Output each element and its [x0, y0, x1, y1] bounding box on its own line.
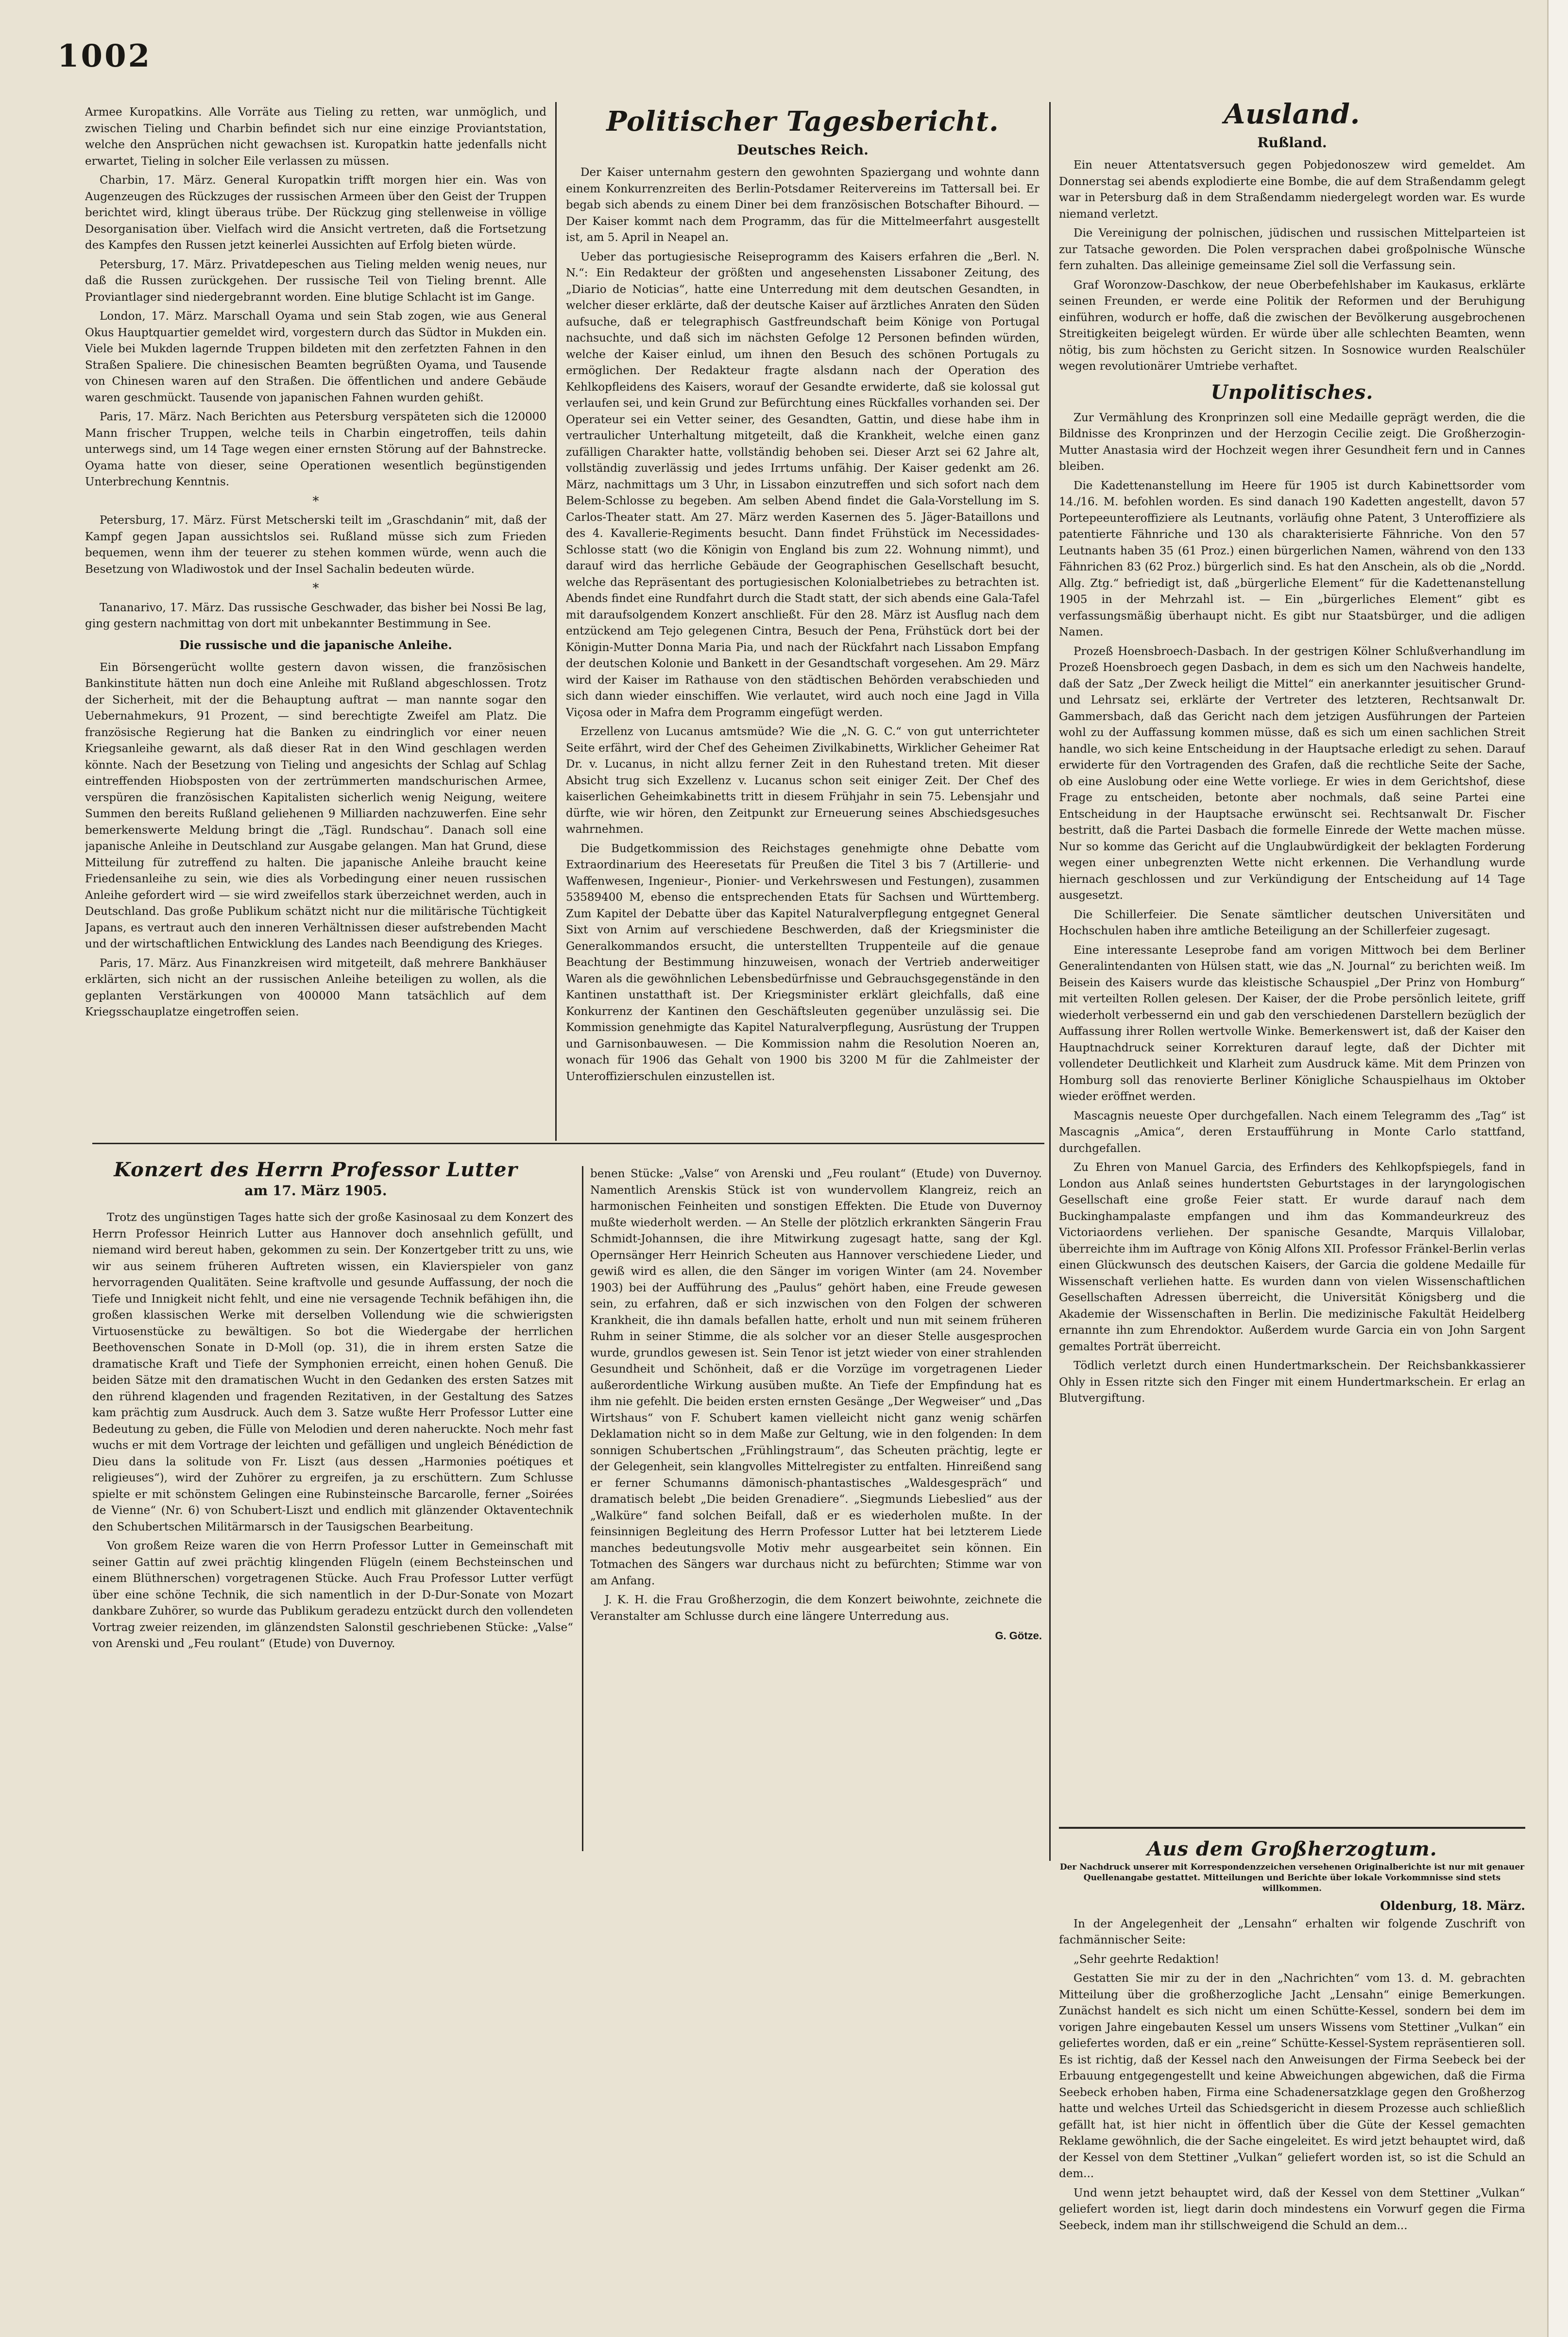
article-paragraph: Petersburg, 17. März. Privatdepeschen aus Tieling melden wenig neues, nur daß die Russen zurückgehen. Der russische Teil von Tieling brennt. Alle Proviantlager sind niedergebrannt worden. Eine blutige Schlacht ist im Gange. — [85, 258, 546, 304]
concert-header — [97, 1157, 534, 1199]
section-subhead: Die russische und die japanische Anleihe. — [179, 637, 452, 652]
article-paragraph: benen Stücke: „Valse“ von Arenski und „Feu roulant“ (Etude) von Duvernoy. Namentlich Arenskis Stück ist von wundervollem Klangreiz, reich an harmonischen Feinheiten und sonstigen Effekten. Die Etude von Duvernoy mußte wiederholt werden. — An Stelle der plötzlich erkrankten Sängerin Frau Schmidt-Johannsen, die ihre Mitwirkung zugesagt hatte, sang der Kgl. Opernsänger Herr Heinrich Scheuten aus Hannover verschiedene Lieder, und gewiß wird es allen, die den Sänger im vorigen Winter (am 24. November 1903) bei der Aufführung des „Paulus“ gehört haben, eine Freude gewesen sein, zu erfahren, daß er sich inzwischen von den Folgen der schweren Krankheit, die ihn damals befallen hatte, erholt und nun mit seinem früheren Ruhm in seiner Stimme, die als solcher vor an dieser Stelle ausgesprochen wurde, grundlos gewesen ist. Sein Tenor ist jetzt wieder von einer strahlenden Gesundheit und Schönheit, daß er die Vorzüge im vorgetragenen Lieder außerordentliche Wirkung ausüben mußte. An Tiefe der Empfindung hat es ihm nie gefehlt. Die beiden ersten ernsten Gesänge „Der Wegweiser“ und „Das Wirtshaus“ von F. Schubert kamen vielleicht nicht ganz wenig schärfen Deklamation nicht so in dem Maße zur Geltung, wie in den folgenden: In dem sonnigen Schubertschen „Frühlingstraum“, das Scheuten prächtig, legte er der Gelegenheit, sein klangvolles Mittelregister zu entfalten. Hinreißend sang er ferner Schumanns dämonisch-phantastisches „Waldesgespräch“ und dramatisch belebt „Die beiden Grenadiere“. „Siegmunds Liebeslied“ aus der „Walküre“ fand solchen Beifall, daß er es wiederholen mußte. In der feinsinnigen Begleitung des Herrn Professor Lutter hat bei letzterem Liede manches bedeutungsvolle Motiv mehr ausgearbeitet sein können. Ein Totmachen des Sängers war durchaus nicht zu befürchten; Stimme war von am Anfang. — [590, 1168, 1042, 1587]
article-paragraph: J. K. H. die Frau Großherzogin, die dem Konzert beiwohnte, zeichnete die Veranstalter am Schlusse durch eine längere Unterredung aus. — [590, 1594, 1042, 1623]
article-paragraph: London, 17. März. Marschall Oyama und sein Stab zogen, wie aus General Okus Hauptquartier gemeldet wird, vorgestern durch das Südtor in Mukden ein. Viele bei Mukden lagernde Truppen bildeten mit den zerfetzten Fahnen in den Straßen Spaliere. Die chinesischen Beamten begrüßten Oyama, und Tausende von Chinesen waren auf den Straßen. Die öffentlichen und andere Gebäude waren geschmückt. Tausende von japanischen Fahnen wurden gehißt. — [85, 310, 546, 404]
article-paragraph: Graf Woronzow-Daschkow, der neue Oberbefehlshaber im Kaukasus, erklärte seinen Freunden, er werde eine Politik der Reformen und der Beruhigung einführen, wodurch er hoffe, daß die zwischen der Bevölkerung ausgebrochenen Streitigkeiten beigelegt würden. Er würde über alle schlechten Beamten, wenn nötig, bis zum höchsten zu Gericht sitzen. In Sosnowice wurden Realschüler wegen revolutionärer Umtriebe verhaftet. — [1059, 278, 1525, 373]
article-paragraph: Tödlich verletzt durch einen Hundertmarkschein. Der Reichsbankkassierer Ohly in Essen ritzte sich den Finger mit einem Hundertmarkschein. Er erlag an Blutvergiftung. — [1059, 1359, 1525, 1405]
column-rule-2 — [1049, 102, 1051, 1861]
article-paragraph: Tananarivo, 17. März. Das russische Geschwader, das bisher bei Nossi Be lag, ging gestern nachmittag von dort mit unbekannter Bestimmung in See. — [85, 601, 546, 630]
article-paragraph: Trotz des ungünstigen Tages hatte sich der große Kasinosaal zu dem Konzert des Herrn Professor Heinrich Lutter aus Hannover doch ansehnlich gefüllt, und niemand wird bereut haben, gekommen zu sein. Der Konzertgeber tritt zu uns, wie wir aus seinem früheren Auftreten wissen, ein Klavierspieler von ganz hervorragenden Qualitäten. Seine kraftvolle und gesunde Auffassung, der noch die Tiefe und Innigkeit nicht fehlt, und eine nie versagende Technik befähigen ihn, die großen klassischen Werke mit derselben Vollendung wie die schwierigsten Virtuosenstücke zu bewältigen. So bot die Wiedergabe der herrlichen Beethovenschen Sonate in D-Moll (op. 31), die in ihrem ersten Satze die dramatische Kraft und Tiefe der Symphonien erreicht, einen hohen Genuß. Die beiden Sätze mit den dramatischen Wucht in den Gedanken des ersten Satzes mit den rührend klagenden und fragenden Rezitativen, in der Gestaltung des Satzes kam prächtig zum Ausdruck. Auch dem 3. Satze wußte Herr Professor Lutter eine Bedeutung zu geben, die Fülle von Melodien und deren naheruckte. Noch mehr fast wuchs er mit dem Vortrage der leichten und gefälligen und ungleich Bénédiction de Dieu dans la solitude von Fr. Liszt (aus dessen „Harmonies poétiques et religieuses“), wird der Zuhörer zu ergreifen, ja zu erschüttern. Zum Schlusse spielte er mit schönstem Gelingen eine Rubinsteinsche Barcarolle, ferner „Soirées de Vienne“ (Nr. 6) von Schubert-Liszt und endlich mit glänzender Oktaventechnik den Schubertschen Militärmarsch in der Tausigschen Bearbeitung. — [92, 1211, 573, 1533]
concert-date: am 17. März 1905. — [244, 1183, 387, 1199]
column-3 — [1059, 97, 1525, 1817]
page-number: 1002 — [57, 38, 152, 74]
article-paragraph: Petersburg, 17. März. Fürst Metscherski teilt im „Graschdanin“ mit, daß der Kampf gegen Japan aussichtslos sei. Rußland müsse sich zum Frieden bequemen, wenn ihm der teuerer zu stehen kommen würde, wenn auch die Besetzung von Wladiwostok und der Insel Sachalin bedeuten würde. — [85, 514, 546, 576]
article-paragraph: Armee Kuropatkins. Alle Vorräte aus Tieling zu retten, war unmöglich, und zwischen Tieling und Charbin befindet sich nur eine einzige Proviantstation, welche den Ansprüchen nicht gewachsen ist. Kuropatkin hatte jedenfalls nicht erwartet, Tieling in solcher Eile verlassen zu müssen. — [85, 106, 546, 168]
article-paragraph: Und wenn jetzt behauptet wird, daß der Kessel von dem Stettiner „Vulkan“ geliefert worden ist, liegt darin doch mindestens ein Vorwurf gegen die Firma Seebeck, indem man ihr stillschweigend die Schuld an dem... — [1059, 2186, 1525, 2232]
section-title: Aus dem Großherzogtum. — [1147, 1838, 1437, 1860]
article-paragraph: Ein Börsengerücht wollte gestern davon wissen, die französischen Bankinstitute hätten nun doch eine Anleihe mit Rußland abgeschlossen. Trotz der Sicherheit, mit der die Behauptung auftrat — man nannte sogar den Uebernahmekurs, 91 Prozent, — sind berechtigte Zweifel am Platz. Die französische Regierung hat die Banken zu eindringlich vor einer neuen Kriegsanleihe gewarnt, als daß dieser Rat in den Wind geschlagen werden könnte. Nach der Besetzung von Tieling und angesichts der Schlag auf Schlag eintreffenden Hiobsposten von der zertrümmerten mandschurischen Armee, verspüren die französischen Kapitalisten sicherlich wenig Neigung, weitere Summen den bereits Rußland geliehenen 9 Milliarden nachzuwerfen. Eine sehr bemerkenswerte Meldung bringt die „Tägl. Rundschau“. Danach soll eine japanische Anleihe in Deutschland zur Ausgabe gelangen. Man hat Grund, diese Mitteilung für zutreffend zu halten. Die japanische Anleihe braucht keine Friedensanleihe zu sein, wie dies als Vorbedingung einer neuen russischen Anleihe gefordert wird — sie wird zweifellos stark überzeichnet werden, auch in Deutschland. Das große Publikum schätzt nicht nur die militärische Tüchtigkeit Japans, es vertraut auch den inneren Verhältnissen dieser aufstrebenden Macht und der wirtschaftlichen Entwicklung des Landes nach Beendigung des Krieges. — [85, 661, 546, 950]
article-paragraph: Zur Vermählung des Kronprinzen soll eine Medaille geprägt werden, die die Bildnisse des Kronprinzen und der Herzogin Cecilie zeigt. Die Großherzogin-Mutter Anastasia wird der Hochzeit wegen ihrer Gesundheit fern und in Cannes bleiben. — [1059, 411, 1525, 473]
article-paragraph: Eine interessante Leseprobe fand am vorigen Mittwoch bei dem Berliner Generalintendanten von Hülsen statt, wie das „N. Journal“ zu berichten weiß. Im Beisein des Kaisers wurde das kleistische Schauspiel „Der Prinz von Homburg“ mit verteilten Rollen gelesen. Der Kaiser, der die Probe persönlich leitete, griff wiederholt verbessernd ein und gab den verschiedenen Darstellern bezüglich der Auffassung ihrer Rollen wertvolle Winke. Bemerkenswert ist, daß der Kaiser den Hauptnachdruck seiner Korrekturen darauf legte, daß der Dichter mit vollendeter Deutlichkeit und Klarheit zum Ausdruck käme. Mit dem Prinzen von Homburg soll das renovierte Berliner Königliche Schauspielhaus im Oktober wieder eröffnet werden. — [1059, 944, 1525, 1103]
region-news-box — [1059, 1827, 1525, 1831]
article-paragraph: Von großem Reize waren die von Herrn Professor Lutter in Gemeinschaft mit seiner Gattin auf zwei prächtig klingenden Flügeln (einem Bechsteinschen und einem Blüthnerschen) vorgetragenen Stücke. Auch Frau Professor Lutter verfügt über eine schöne Technik, die sich namentlich in der D-Dur-Sonate von Mozart dankbare Zuhörer, so wurde das Publikum geradezu entzückt durch den vollendeten Vortrag zweier reizenden, im glänzendsten Salonstil geschriebenen Stücke: „Valse“ von Arenski und „Feu roulant“ (Etude) von Duvernoy. — [92, 1540, 573, 1650]
signature: G. Götze. — [995, 1630, 1042, 1642]
column-2 — [566, 104, 1040, 1134]
column-rule-1 — [555, 102, 557, 1141]
article-paragraph: Ein neuer Attentatsversuch gegen Pobjedonoszew wird gemeldet. Am Donnerstag sei abends explodierte eine Bombe, die auf dem Straßendamm gelegt war in Petersburg daß in dem Straßendamm niedergelegt worden war. Es wurde niemand verletzt. — [1059, 159, 1525, 221]
concert-title: Konzert des Herrn Professor Lutter — [114, 1158, 518, 1181]
article-paragraph: Der Kaiser unternahm gestern den gewohnten Spaziergang und wohnte dann einem Konkurrenzreiten des Berlin-Potsdamer Reitervereins im Tattersall bei. Er begab sich abends zu einem Diner bei dem französischen Botschafter Bihourd. — Der Kaiser kommt nach dem Programm, das für die Mittelmeerfahrt ausgestellt ist, am 5. April in Neapel an. — [566, 166, 1040, 244]
reprint-note: Der Nachdruck unserer mit Korrespondenzzeichen versehenen Originalberichte ist nur mit genauer Quellenangabe gestattet. Mitteilungen und Berichte über lokale Vorkommnisse sind stets willkommen. — [1059, 1862, 1525, 1893]
concert-rule — [92, 1143, 1044, 1144]
article-paragraph: Gestatten Sie mir zu der in den „Nachrichten“ vom 13. d. M. gebrachten Mitteilung über die großherzogliche Jacht „Lensahn“ einige Bemerkungen. Zunächst handelt es sich nicht um einen Schütte-Kessel, sondern bei dem im vorigen Jahre eingebauten Kessel um unsers Wissens vom Stettiner „Vulkan“ ein geliefertes worden, daß er ein „reine“ Schütte-Kessel-System repräsentieren soll. Es ist richtig, daß der Kessel nach den Anweisungen der Firma Seebeck bei der Erbauung entgegengestellt und keine Abweichungen abgewichen, daß die Firma Seebeck erhoben haben, Firma eine Schadenersatzklage gegen den Großherzog hatte und welches Urteil das Schiedsgericht in diesem Prozesse auch schließlich gefällt hat, ist hier nicht in öffentlich über die Güte der Kessel gemachten Reklame gewöhnlich, die der Sache eingeleitet. Es wird jetzt behauptet wird, daß der Kessel von dem Stettiner „Vulkan“ geliefert worden ist, so ist die Schuld an dem... — [1059, 1972, 1525, 2180]
article-paragraph: Zu Ehren von Manuel Garcia, des Erfinders des Kehlkopfspiegels, fand in London aus Anlaß seines hundertsten Geburtstages in der laryngologischen Gesellschaft eine große Feier statt. Er wurde darauf nach dem Buckinghampalaste empfangen und ihm das Kommandeurkreuz des Victoriaordens verliehen. Der spanische Gesandte, Marquis Villalobar, überreichte ihm im Auftrage von König Alfons XII. Professor Fränkel-Berlin verlas einen Glückwunsch des deutschen Kaisers, der Garcia die goldene Medaille für Wissenschaft verliehen hatte. Es wurden dann von vielen Wissenschaftlichen Gesellschaften Adressen überreicht, die Universität Königsberg und die Akademie der Wissenschaften in Berlin. Die medizinische Fakultät Heidelberg ernannte ihn zum Ehrendoktor. Außerdem wurde Garcia ein von John Sargent gemaltes Porträt überreicht. — [1059, 1161, 1525, 1353]
section-subhead: Rußland. — [1257, 135, 1327, 151]
section-title: Unpolitisches. — [1210, 380, 1374, 404]
dateline: Oldenburg, 18. März. — [1380, 1899, 1525, 1913]
article-paragraph: Erzellenz von Lucanus amtsmüde? Wie die „N. G. C.“ von gut unterrichteter Seite erfährt, wird der Chef des Geheimen Zivilkabinetts, Wirklicher Geheimer Rat Dr. v. Lucanus, in nicht allzu ferner Zeit in den Ruhestand treten. Mit dieser Absicht trug sich Exzellenz v. Lucanus schon seit einiger Zeit. Der Chef des kaiserlichen Geheimkabinetts tritt in diesem Frühjahr in sein 75. Lebensjahr und dürfte, wie wir hören, den Zeitpunkt zur Erneuerung seines Abschiedsgesuches wahrnehmen. — [566, 725, 1040, 836]
article-paragraph: Prozeß Hoensbroech-Dasbach. In der gestrigen Kölner Schlußverhandlung im Prozeß Hoensbroech gegen Dasbach, in dem es sich um den Nachweis handelte, daß der Satz „Der Zweck heiligt die Mittel“ ein anerkannter jesuitischer Grund- und Lehrsatz sei, erklärte der Vertreter des letzteren, Rechtsanwalt Dr. Gammersbach, daß das Gericht nach dem jetzigen Ausführungen der Parteien wohl zu der Auffassung kommen müsse, daß es sich um einen sachlichen Streit handle, wo sich keine Entscheidung in der Hauptsache erledigt zu sehen. Darauf erwiderte für den Vortragenden des Grafen, daß die rechtliche Seite der Sache, ob eine Auslobung oder eine Wette vorliege. Er wies in dem Gerichtshof, diese Frage zu entscheiden, betonte aber nochmals, daß seine Partei eine Entscheidung in der Hauptsache erwünscht sei. Rechtsanwalt Dr. Fischer bestritt, daß die Partei Dasbach die formelle Einrede der Wette machen müsse. Nur so komme das Gericht auf die Unglaubwürdigkeit der beklagten Forderung wegen einer unbegrenzten Wette nicht erkennen. Die Verhandlung wurde hiernach geschlossen und zur Verkündigung der Entscheidung auf 14 Tage ausgesetzt. — [1059, 645, 1525, 902]
column-rule-3 — [582, 1166, 583, 1851]
article-paragraph: In der Angelegenheit der „Lensahn“ erhalten wir folgende Zuschrift von fachmännischer Seite: — [1059, 1917, 1525, 1946]
separator-star: * — [312, 581, 319, 596]
article-paragraph: Die Kadettenanstellung im Heere für 1905 ist durch Kabinettsorder vom 14./16. M. befohlen worden. Es sind danach 190 Kadetten angestellt, davon 57 Portepeeunteroffiziere als Leutnants, vorläufig ohne Patent, 3 Unteroffiziere als patentierte Fähnriche und 130 als charakterisierte Fähnriche. Von den 57 Leutnants haben 35 (61 Proz.) einen bürgerlichen Namen, während von den 133 Fähnrichen 83 (62 Proz.) bürgerlich sind. Es hat den Anschein, als ob die „Nordd. Allg. Ztg.“ befriedigt ist, daß „bürgerliche Element“ für die Kadettenanstellung 1905 in der Mehrzahl ist. — Ein „bürgerliches Element“ gibt es verfassungsmäßig überhaupt nicht. Es gibt nur Staatsbürger, und die adligen Namen. — [1059, 479, 1525, 638]
concert-column-right — [590, 1166, 1042, 1856]
article-paragraph: Paris, 17. März. Aus Finanzkreisen wird mitgeteilt, daß mehrere Bankhäuser erklärten, sich nicht an der russischen Anleihe beteiligen zu wollen, als die geplanten Verstärkungen von 400000 Mann tatsächlich auf dem Kriegsschauplatze eingetroffen seien. — [85, 957, 546, 1018]
concert-column-left — [92, 1210, 573, 1856]
article-paragraph: „Sehr geehrte Redaktion! — [1074, 1953, 1220, 1966]
article-paragraph: Mascagnis neueste Oper durchgefallen. Nach einem Telegramm des „Tag“ ist Mascagnis „Amica“, deren Erstaufführung in Monte Carlo stattfand, durchgefallen. — [1059, 1109, 1525, 1155]
article-paragraph: Ueber das portugiesische Reiseprogramm des Kaisers erfahren die „Berl. N. N.“: Ein Redakteur der größten und angesehensten Lissaboner Zeitung, des „Diario de Noticias“, hatte eine Unterredung mit dem deutschen Gesandten, in welcher dieser erklärte, daß der deutsche Kaiser auf ärztliches Anraten den Süden aufsuche, daß er telegraphisch Gastfreundschaft beim Könige von Portugal nachsuchte, und daß sich im nächsten Gefolge 12 Personen befinden würden, welche der Kaiser einlud, um ihnen den Besuch des schönen Portugals zu ermöglichen. Der Redakteur fragte alsdann nach der Operation des Kehlkopfleidens des Kaisers, worauf der Gesandte erwiderte, daß sie kolossal gut verlaufen sei, und kein Grund zur Befürchtung eines Rückfalles vorhanden sei. Der Operateur sei ein Vetter seiner, des Gesandten, Gattin, und diese habe ihm in vertraulicher Unterhaltung mitgeteilt, daß die Krankheit, welche einen ganz zufälligen Charakter hatte, vollständig behoben sei. Dieser Arzt sei 62 Jahre alt, vollständig zuverlässig und jedes Irrtums unfähig. Der Kaiser gedenkt am 26. März, nachmittags um 3 Uhr, in Lissabon einzutreffen und sich sofort nach dem Belem-Schlosse zu begeben. Am selben Abend findet die Gala-Vorstellung im S. Carlos-Theater statt. Am 27. März werden Kasernen des 5. Jäger-Bataillons und des 4. Kavallerie-Regiments besucht. Dann findet Frühstück im Necessidades-Schlosse statt (wo die Königin von England bis zum 22. Wohnung nimmt), und darauf wird das herrliche Gebäude der Geographischen Gesellschaft besucht, welche das Repräsentant des portugiesischen Kolonialbetriebes zu betrachten ist. Abends findet eine Rundfahrt durch die Stadt statt, der sich abends eine Gala-Tafel mit daraufsolgendem Konzert anschließt. Für den 28. März ist Ausflug nach dem entzückend am Tejo gelegenen Cintra, Besuch der Pena, Frühstück dort bei der Königin-Mutter Donna Maria Pia, und nach der Rückfahrt nach Lissabon Empfang der deutschen Kolonie und Bankett in der Gesandtschaft vorgesehen. Am 29. März wird der Kaiser im Rathause von den städtischen Behörden verabschieden und sich dann wieder einschiffen. Wie verlautet, wird auch noch eine Jagd in Villa Viçosa oder in Mafra dem Programm eingefügt werden. — [566, 250, 1040, 719]
article-paragraph: Die Schillerfeier. Die Senate sämtlicher deutschen Universitäten und Hochschulen haben ihre amtliche Beteiligung an der Schillerfeier zugesagt. — [1059, 908, 1525, 937]
article-paragraph: Charbin, 17. März. General Kuropatkin trifft morgen hier ein. Was von Augenzeugen des Rückzuges der russischen Armeen über den Geist der Truppen berichtet wird, klingt überaus trübe. Der Rückzug ging stellenweise in völlige Desorganisation über. Vielfach wird die Ansicht vertreten, daß die Fortsetzung des Kampfes den Russen jetzt keinerlei Aussichten auf Erfolg bieten würde. — [85, 174, 546, 252]
article-paragraph: Paris, 17. März. Nach Berichten aus Petersburg verspäteten sich die 120000 Mann frischer Truppen, welche teils in Charbin eingetroffen, teils dahin unterwegs sind, um 14 Tage wegen einer ernsten Störung auf der Bahnstrecke. Oyama hatte von dieser, seine Operationen wesentlich begünstigenden Unterbrechung Kenntnis. — [85, 411, 546, 488]
page-edge — [1547, 0, 1568, 2337]
separator-star: * — [312, 494, 319, 509]
region-news-column — [1059, 1837, 1525, 2322]
column-1 — [85, 104, 546, 1134]
section-subhead: Deutsches Reich. — [737, 142, 869, 158]
section-title: Politischer Tagesbericht. — [606, 105, 999, 137]
article-paragraph: Die Vereinigung der polnischen, jüdischen und russischen Mittelparteien ist zur Tatsache geworden. Die Polen versprachen dabei großpolnische Wünsche fern zuhalten. Das alleinige gemeinsame Ziel soll die Verfassung sein. — [1059, 227, 1525, 272]
article-paragraph: Die Budgetkommission des Reichstages genehmigte ohne Debatte vom Extraordinarium des Heeresetats für Preußen die Titel 3 bis 7 (Artillerie- und Waffenwesen, Ingenieur-, Pionier- und Verkehrswesen und Festungen), zusammen 53589400 M, ebenso die entsprechenden Etats für Sachsen und Württemberg. Zum Kapitel der Debatte über das Kapitel Naturalverpflegung entgegnet General Sixt von Arnim auf verschiedene Beschwerden, daß der Kriegsminister die Generalkommandos ersucht, die unterstellten Truppenteile auf die genaue Beachtung der Bestimmung hinzuweisen, wonach der Vertrieb anderweitiger Waren als die gewöhnlichen Lebensbedürfnisse und Gebrauchsgegenstände in den Kantinen unstatthaft ist. Der Kriegsminister erklärt gleichfalls, daß eine Konkurrenz der Kantinen den Geschäftsleuten gegenüber unzulässig sei. Die Kommission genehmigte das Kapitel Naturalverpflegung, Ausrüstung der Truppen und Garnisonbauwesen. — Die Kommission nahm die Resolution Noeren an, wonach für 1906 das Gehalt von 1900 bis 3200 M für die Zahlmeister der Unteroffizierschulen einzustellen ist. — [566, 842, 1040, 1083]
section-title: Ausland. — [1224, 98, 1361, 130]
